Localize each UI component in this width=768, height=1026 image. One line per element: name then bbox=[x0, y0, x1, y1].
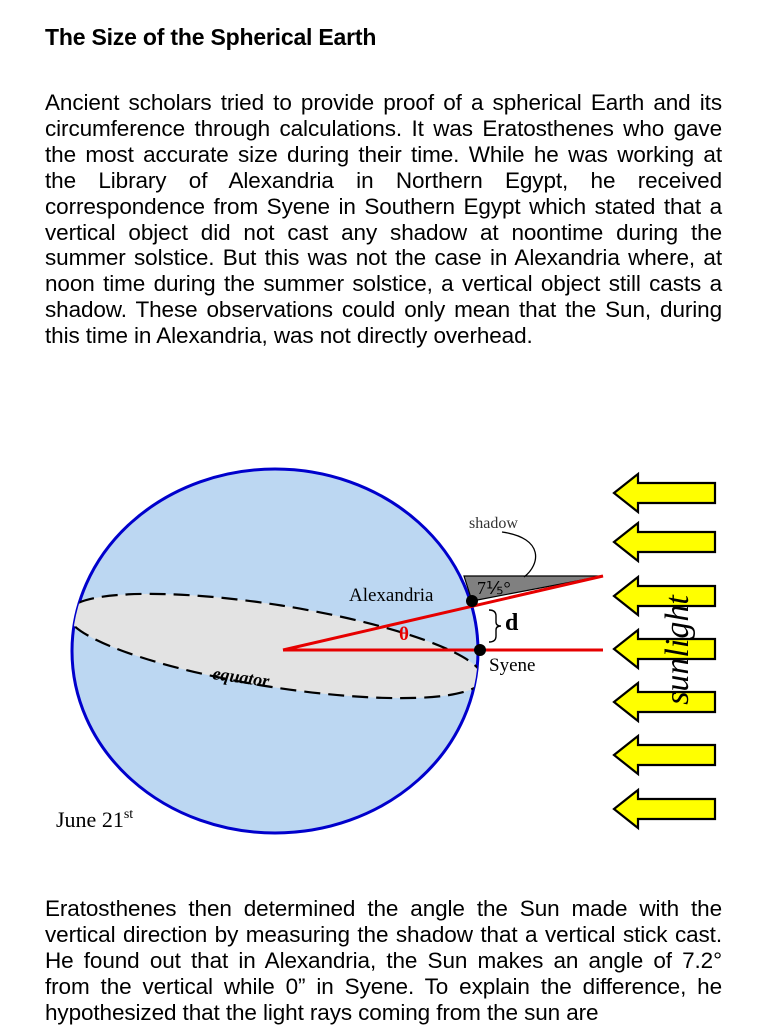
intro-paragraph: Ancient scholars tried to provide proof of a spherical Earth and its circumference through calculations. It was Eratosthenes who gave the most accurate size during their time. While he was working at the Library of Alexandria in Northern Egypt, he received correspondence from Syene in Southern Egypt which stated that a vertical object did not cast any shadow at noontime during the summer solstice. But this was not the case in Alexandria where, at noon time during the summer solstice, a vertical object still casts a shadow. These observations could only mean that the Sun, during this time in Alexandria, was not directly overhead. bbox=[45, 90, 722, 349]
eratosthenes-diagram bbox=[0, 400, 768, 870]
theta-label: θ bbox=[399, 624, 409, 645]
sunlight-label: sunlight bbox=[659, 595, 696, 705]
shadow-label: shadow bbox=[469, 515, 518, 532]
syene-dot-icon bbox=[474, 644, 486, 656]
distance-brace bbox=[489, 610, 501, 642]
date-main: June 21 bbox=[56, 807, 124, 832]
page-title: The Size of the Spherical Earth bbox=[45, 24, 377, 50]
date-suffix: st bbox=[123, 807, 134, 822]
eratosthenes-figure bbox=[0, 400, 768, 870]
shadow-angle-label: 7⅕° bbox=[477, 578, 511, 598]
left-arrow-icon bbox=[614, 790, 715, 828]
followup-paragraph: Eratosthenes then determined the angle the Sun made with the vertical direction by measuring the shadow that a vertical stick cast. He found out that in Alexandria, the Sun makes an angle of 7.2° from the vertical while 0” in Syene. To explain the difference, he hypothesized that the light rays coming from the sun are bbox=[45, 896, 722, 1025]
shadow-leader bbox=[502, 532, 536, 577]
left-arrow-icon bbox=[614, 474, 715, 512]
left-arrow-icon bbox=[614, 523, 715, 561]
alexandria-label: Alexandria bbox=[349, 585, 434, 606]
equator-label: equator bbox=[211, 663, 271, 691]
left-arrow-icon bbox=[614, 736, 715, 774]
date-label bbox=[56, 807, 133, 832]
syene-label: Syene bbox=[489, 655, 536, 676]
distance-label: d bbox=[505, 610, 519, 636]
